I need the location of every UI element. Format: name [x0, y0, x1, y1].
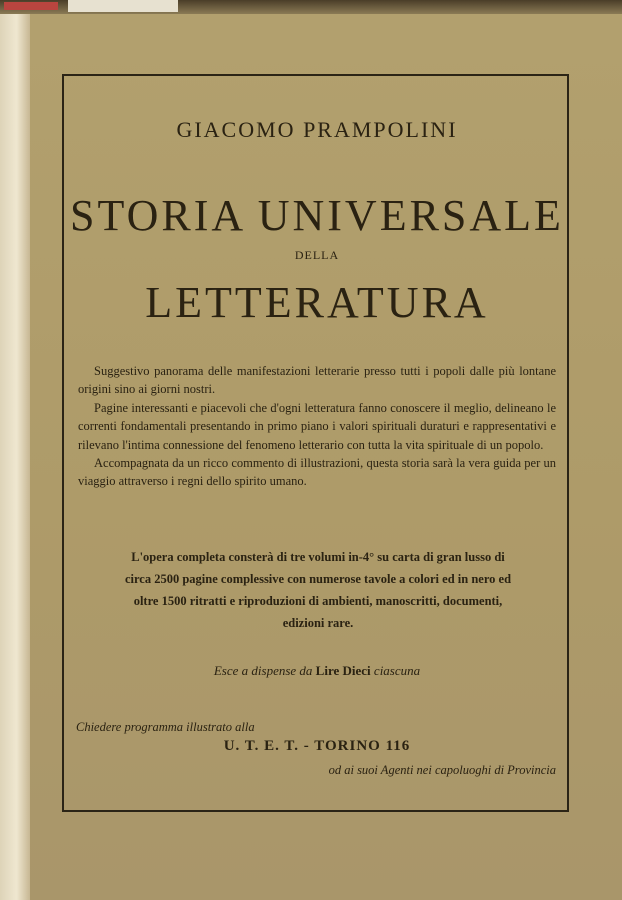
title-connector: DELLA	[294, 248, 340, 262]
title-line-1: STORIA UNIVERSALE	[70, 191, 564, 240]
author-name: GIACOMO PRAMPOLINI	[176, 117, 458, 142]
dispense-suffix: ciascuna	[370, 663, 421, 678]
description	[78, 362, 556, 491]
red-edge-strip	[4, 2, 58, 10]
description-paragraph-3: Accompagnata da un ricco commento di illustrazioni, questa storia sarà la vera guida per un viaggio attraverso i regni dello spirito umano.	[78, 456, 556, 489]
publisher-address: U. T. E. T. - TORINO 116	[223, 738, 411, 754]
white-edge-strip	[68, 0, 178, 12]
book-top-edge	[0, 0, 622, 14]
request-line: Chiedere programma illustrato alla	[76, 720, 255, 734]
volumes-info: L'opera completa consterà di tre volumi in-4° su carta di gran lusso di circa 2500 pagine complessive con numerose tavole a colori ed in nero ed oltre 1500 ritratti e riproduzioni di ambienti, manoscritti, documenti, edizioni rare.	[124, 550, 512, 630]
page-fold-edge	[0, 14, 30, 900]
dispense-prefix: Esce a dispense da	[213, 663, 316, 678]
dispense-price: Lire Dieci	[315, 663, 371, 678]
agents-line: od ai suoi Agenti nei capoluoghi di Provincia	[328, 763, 556, 777]
dispense-line	[62, 663, 572, 679]
description-paragraph-1: Suggestivo panorama delle manifestazioni letterarie presso tutti i popoli dalle più lontane origini sino ai giorni nostri.	[78, 364, 556, 397]
title-line-2: LETTERATURA	[145, 278, 489, 327]
description-paragraph-2: Pagine interessanti e piacevoli che d'ogni letteratura fanno conoscere il meglio, delineano le correnti fondamentali presentando in primo piano i valori spirituali duraturi e rappresentativi e rilevano l'intima connessione del fenomeno letterario con tutta la vita spirituale di un popolo.	[78, 400, 556, 452]
